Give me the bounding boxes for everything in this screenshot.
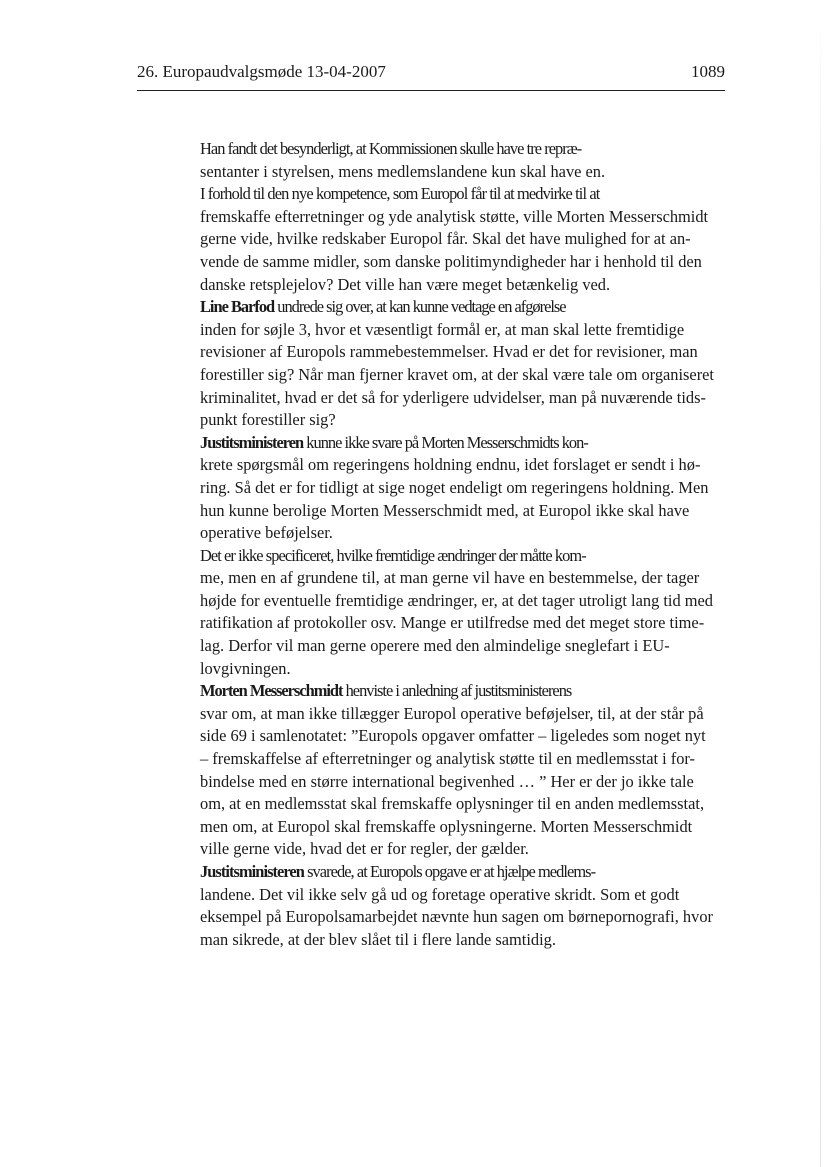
running-header (137, 60, 725, 88)
speaker-name: Morten Messerschmidt (200, 681, 343, 701)
text-line (137, 545, 719, 568)
line-text: sentanter i styrelsen, mens medlemslandene kun skal have en. (200, 161, 606, 181)
paragraph (137, 183, 719, 296)
line-text: højde for eventuelle fremtidige ændringer, er, at det tager utroligt lang tid med (200, 590, 713, 610)
text-line (137, 567, 719, 590)
line-text: forestiller sig? Når man fjerner kravet om, at der skal være tale om organiseret (200, 364, 714, 384)
line-text: krete spørgsmål om regeringens holdning endnu, idet forslaget er sendt i hø- (200, 455, 701, 475)
line-text: inden for søjle 3, hvor et væsentligt formål er, at man skal lette fremtidige (200, 319, 685, 339)
text-line (137, 635, 719, 658)
page-number: 1089 (691, 62, 725, 81)
text-line (137, 748, 719, 771)
line-text: operative beføjelser. (200, 523, 333, 543)
text-line (137, 522, 719, 545)
line-text: svar om, at man ikke tillægger Europol operative beføjelser, til, at der står på (200, 703, 704, 723)
line-text: ville gerne vide, hvad det er for regler, der gælder. (200, 839, 529, 859)
text-line (137, 906, 719, 929)
line-text: kriminalitet, hvad er det så for yderligere udvidelser, man på nuværende tids- (200, 387, 706, 407)
line-text: henviste i anledning af justitsministerens (342, 681, 572, 701)
text-line (137, 929, 719, 952)
text-line (137, 228, 719, 251)
text-line (137, 725, 719, 748)
text-line (137, 816, 719, 839)
line-text: fremskaffe efterretninger og yde analytisk støtte, ville Morten Messerschmidt (200, 206, 709, 226)
text-line (137, 206, 719, 229)
line-text: – fremskaffelse af efterretninger og analytisk støtte til en medlemsstat i for- (200, 749, 696, 769)
speaker-name: Line Barfod (200, 297, 275, 317)
scan-edge-artifact (820, 0, 821, 1167)
text-line (137, 838, 719, 861)
line-text: I forhold til den nye kompetence, som Europol får til at medvirke til at (200, 184, 600, 204)
text-line (137, 680, 719, 703)
text-line (137, 771, 719, 794)
text-line (137, 138, 719, 161)
running-title: 26. Europaudvalgsmøde 13-04-2007 (137, 62, 386, 81)
line-text: gerne vide, hvilke redskaber Europol får. Skal det have mulighed for at an- (200, 229, 691, 249)
line-text: me, men en af grundene til, at man gerne vil have en bestemmelse, der tager (200, 568, 700, 588)
line-text: punkt forestiller sig? (200, 410, 336, 430)
text-line (137, 793, 719, 816)
line-text: lag. Derfor vil man gerne operere med den almindelige sneglefart i EU- (200, 636, 670, 656)
line-text: side 69 i samlenotatet: ”Europols opgaver omfatter – ligeledes som noget nyt (200, 726, 706, 746)
text-line (137, 861, 719, 884)
text-line (137, 612, 719, 635)
paragraph (137, 861, 719, 951)
text-line (137, 387, 719, 410)
paragraph (137, 545, 719, 681)
paragraph (137, 138, 719, 183)
text-line (137, 364, 719, 387)
text-line (137, 454, 719, 477)
line-text: Det er ikke specificeret, hvilke fremtidige ændringer der måtte kom- (200, 545, 586, 565)
line-text: undrede sig over, at kan kunne vedtage en afgørelse (274, 297, 566, 317)
line-text: svarede, at Europols opgave er at hjælpe medlems- (303, 862, 596, 881)
text-line (137, 590, 719, 613)
line-text: lovgivningen. (200, 658, 291, 678)
line-text: hun kunne berolige Morten Messerschmidt med, at Europol ikke skal have (200, 500, 690, 520)
line-text: bindelse med en større international begivenhed … ” Her er der jo ikke tale (200, 771, 694, 791)
line-text: Han fandt det besynderligt, at Kommissionen skulle have tre repræ- (200, 139, 582, 158)
text-line (137, 296, 719, 319)
line-text: ratifikation af protokoller osv. Mange er utilfredse med det meget store time- (200, 613, 705, 633)
line-text: men om, at Europol skal fremskaffe oplysningerne. Morten Messerschmidt (200, 816, 693, 836)
line-text: landene. Det vil ikke selv gå ud og foretage operative skridt. Som et godt (200, 884, 680, 904)
paragraph (137, 680, 719, 861)
line-text: eksempel på Europolsamarbejdet nævnte hun sagen om børnepornografi, hvor (200, 907, 713, 927)
line-text: revisioner af Europols rammebestemmelser. Hvad er det for revisioner, man (200, 342, 698, 362)
text-line (137, 274, 719, 297)
text-line (137, 161, 719, 184)
text-line (137, 341, 719, 364)
paragraph (137, 432, 719, 545)
speaker-name: Justitsministeren (200, 432, 304, 452)
line-text: vende de samme midler, som danske politimyndigheder har i henhold til den (200, 251, 702, 271)
header-rule (137, 90, 725, 91)
text-line (137, 409, 719, 432)
text-line (137, 658, 719, 681)
line-text: danske retsplejelov? Det ville han være meget betænkelig ved. (200, 274, 611, 294)
speaker-name: Justitsministeren (200, 862, 304, 881)
text-line (137, 183, 719, 206)
line-text: om, at en medlemsstat skal fremskaffe oplysninger til en anden medlemsstat, (200, 794, 705, 814)
text-line (137, 477, 719, 500)
text-line (137, 500, 719, 523)
document-body (137, 138, 719, 951)
text-line (137, 251, 719, 274)
line-text: kunne ikke svare på Morten Messerschmidts kon- (303, 432, 588, 452)
text-line (137, 432, 719, 455)
line-text: ring. Så det er for tidligt at sige noget endeligt om regeringens holdning. Men (200, 477, 709, 497)
line-text: man sikrede, at der blev slået til i flere lande samtidig. (200, 929, 556, 949)
paragraph (137, 296, 719, 432)
text-line (137, 703, 719, 726)
text-line (137, 319, 719, 342)
text-line (137, 884, 719, 907)
